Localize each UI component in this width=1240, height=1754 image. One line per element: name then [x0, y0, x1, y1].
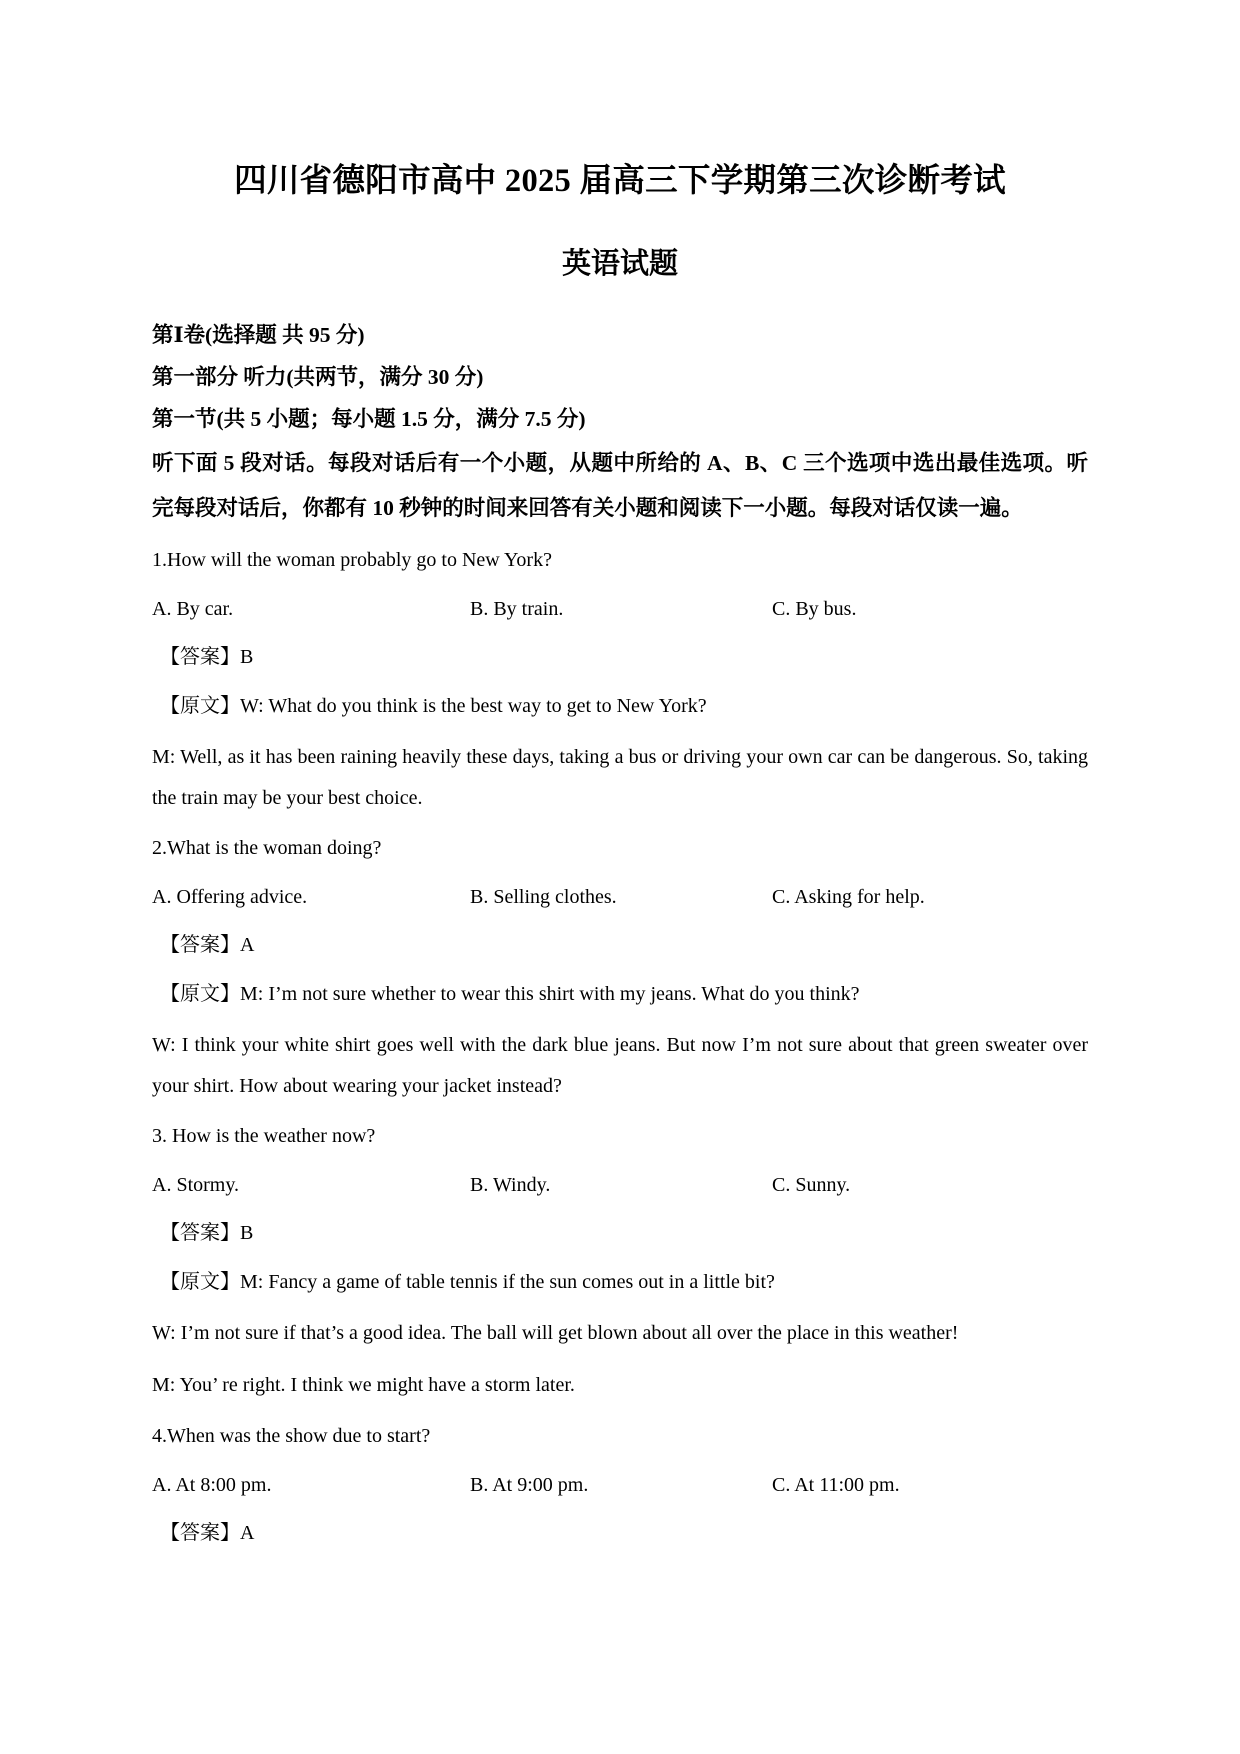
question-stem: 3. How is the weather now?: [152, 1124, 376, 1147]
option-a[interactable]: A. At 8:00 pm.: [152, 1473, 272, 1496]
option-row: [152, 595, 1088, 623]
paper-part-heading: 第Ⅰ卷(选择题 共 95 分): [152, 323, 365, 348]
option-b[interactable]: B. Selling clothes.: [470, 886, 617, 909]
answer-line: 【答案】B: [160, 646, 254, 669]
option-a[interactable]: A. Offering advice.: [152, 886, 308, 909]
option-c[interactable]: C. Sunny.: [772, 1173, 851, 1196]
option-c[interactable]: C. By bus.: [772, 598, 857, 621]
question-stem: 1.How will the woman probably go to New York?: [152, 549, 552, 572]
option-b[interactable]: B. At 9:00 pm.: [470, 1473, 589, 1496]
option-a[interactable]: A. By car.: [152, 598, 234, 621]
section-one-heading: 第一节(共 5 小题；每小题 1.5 分，满分 7.5 分): [152, 407, 586, 432]
script-first-line: 【原文】M: Fancy a game of table tennis if the sun comes out in a little bit?: [160, 1270, 775, 1293]
question-stem: 4.When was the show due to start?: [152, 1424, 431, 1447]
option-row: [152, 883, 1088, 911]
answer-line: 【答案】A: [160, 934, 255, 957]
part-one-heading: 第一部分 听力(共两节，满分 30 分): [152, 365, 484, 390]
page-subtitle: 英语试题: [561, 248, 678, 281]
answer-line: 【答案】A: [160, 1521, 255, 1544]
page-title: 四川省德阳市高中 2025 届高三下学期第三次诊断考试: [234, 163, 1006, 199]
script-first-line: 【原文】W: What do you think is the best way to get to New York?: [160, 695, 707, 718]
option-c[interactable]: C. At 11:00 pm.: [772, 1473, 900, 1496]
script-paragraph: W: I’m not sure if that’s a good idea. The ball will get blown about all over the place in this weather!: [152, 1321, 959, 1344]
listening-instruction: 听下面 5 段对话。每段对话后有一个小题，从题中所给的 A、B、C 三个选项中选出最佳选项。听完每段对话后，你都有 10 秒钟的时间来回答有关小题和阅读下一小题。每段对话仅读一遍。: [152, 450, 1088, 520]
option-c[interactable]: C. Asking for help.: [772, 886, 925, 909]
script-paragraph: M: Well, as it has been raining heavily these days, taking a bus or driving your own car can be dangerous. So, taking the train may be your best choice.: [152, 746, 1088, 809]
document-body: [152, 120, 1088, 1548]
option-b[interactable]: B. Windy.: [470, 1173, 551, 1196]
script-paragraph: M: You’ re right. I think we might have a storm later.: [152, 1374, 575, 1397]
option-row: [152, 1171, 1088, 1199]
option-b[interactable]: B. By train.: [470, 598, 564, 621]
answer-line: 【答案】B: [160, 1221, 254, 1244]
option-a[interactable]: A. Stormy.: [152, 1173, 240, 1196]
option-row: [152, 1471, 1088, 1499]
script-paragraph: W: I think your white shirt goes well with the dark blue jeans. But now I’m not sure about that green sweater over your shirt. How about wearing your jacket instead?: [152, 1034, 1088, 1097]
question-stem: 2.What is the woman doing?: [152, 837, 382, 860]
script-first-line: 【原文】M: I’m not sure whether to wear this shirt with my jeans. What do you think?: [160, 983, 860, 1006]
